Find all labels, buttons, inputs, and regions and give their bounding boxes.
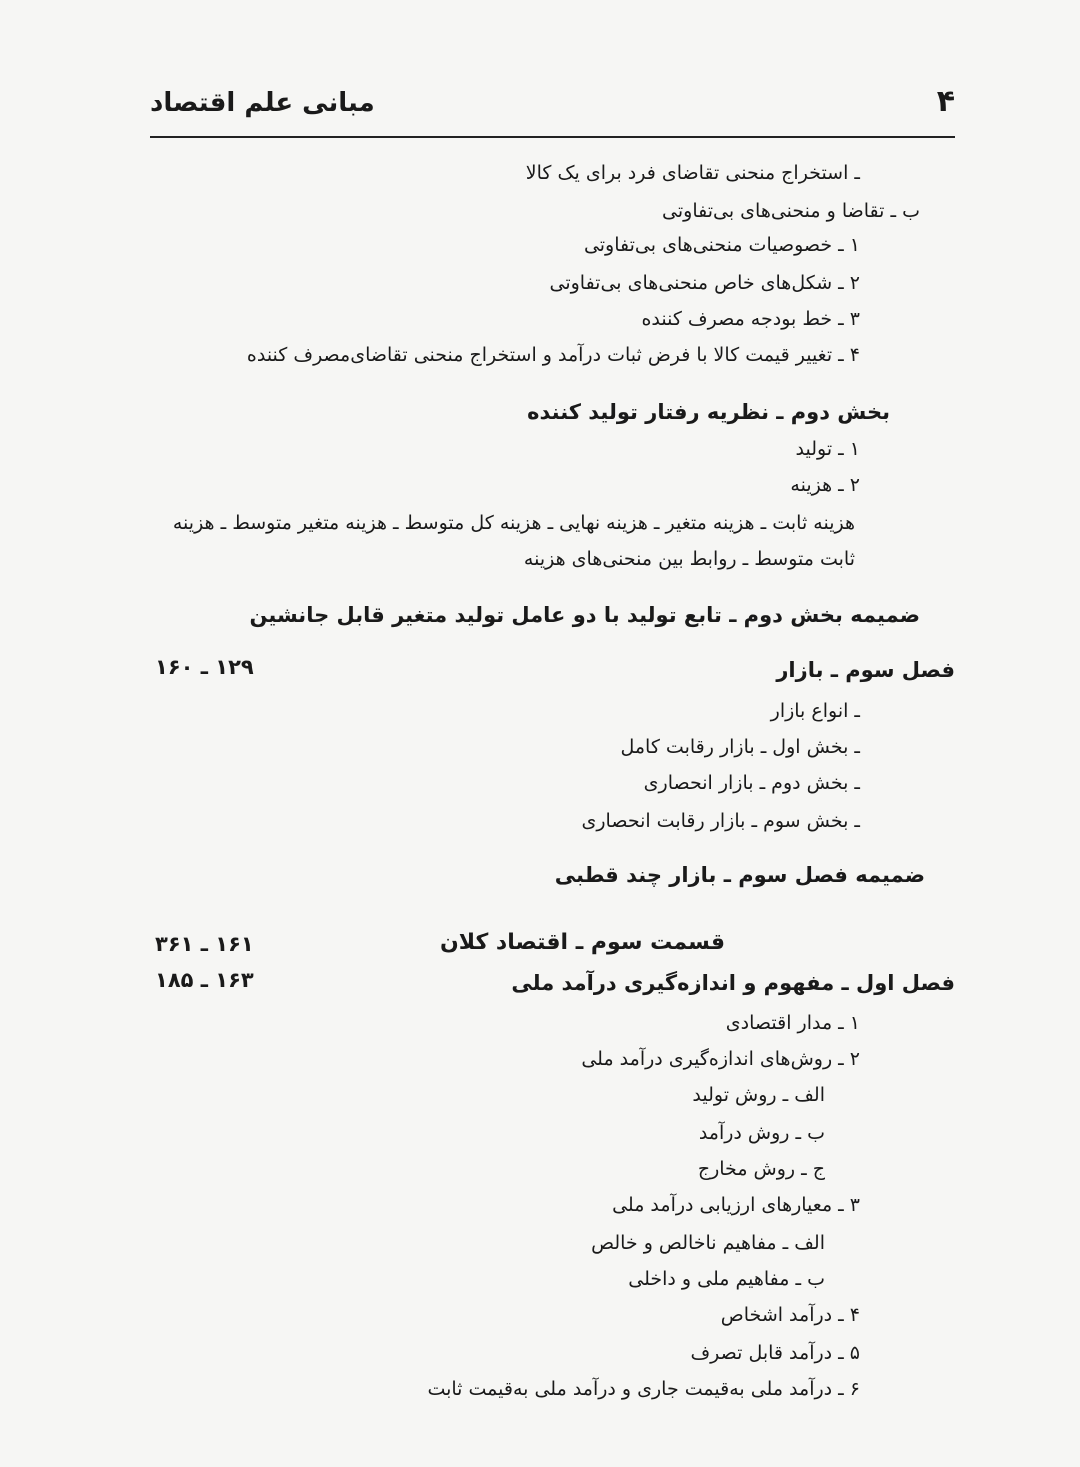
- toc-entry: ـ بخش دوم ـ بازار انحصاری: [643, 772, 860, 794]
- toc-heading: ضمیمه فصل سوم ـ بازار چند قطبی: [554, 863, 925, 887]
- toc-heading: فصل سوم ـ بازار: [776, 658, 955, 682]
- toc-entry: ۲ ـ هزینه: [790, 474, 860, 496]
- page-number: ۴: [936, 84, 955, 119]
- toc-entry: ۱ ـ تولید: [795, 438, 860, 460]
- toc-entry: ـ استخراج منحنی تقاضای فرد برای یک کالا: [525, 162, 860, 184]
- toc-entry: ۴ ـ درآمد اشخاص: [720, 1304, 860, 1326]
- toc-entry: ثابت متوسط ـ روابط بین منحنی‌های هزینه: [523, 548, 855, 570]
- page-range: ۱۶۱ ـ ۳۶۱: [155, 932, 254, 956]
- part-title: قسمت سوم ـ اقتصاد کلان: [440, 930, 725, 955]
- toc-heading: فصل اول ـ مفهوم و اندازه‌گیری درآمد ملی: [511, 971, 955, 995]
- toc-entry: ۳ ـ معیارهای ارزیابی درآمد ملی: [612, 1194, 860, 1216]
- page-header: [150, 78, 955, 138]
- toc-entry: ۵ ـ درآمد قابل تصرف: [690, 1342, 860, 1364]
- toc-entry: هزینه ثابت ـ هزینه متغیر ـ هزینه نهایی ـ هزینه کل متوسط ـ هزینه متغیر متوسط ـ هزینه: [172, 512, 855, 534]
- toc-entry: الف ـ مفاهیم ناخالص و خالص: [591, 1232, 825, 1254]
- toc-entry: ب ـ مفاهیم ملی و داخلی: [628, 1268, 825, 1290]
- toc-entry: ۱ ـ مدار اقتصادی: [725, 1012, 860, 1034]
- toc-entry: ب ـ تقاضا و منحنی‌های بی‌تفاوتی: [662, 200, 920, 222]
- toc-entry: ۶ ـ درآمد ملی به‌قیمت جاری و درآمد ملی به‌قیمت ثابت: [427, 1378, 860, 1400]
- toc-heading: بخش دوم ـ نظریه رفتار تولید کننده: [527, 400, 890, 424]
- toc-entry: ۲ ـ شکل‌های خاص منحنی‌های بی‌تفاوتی: [549, 272, 860, 294]
- toc-entry: ـ بخش اول ـ بازار رقابت کامل: [620, 736, 860, 758]
- toc-entry: ۳ ـ خط بودجه مصرف کننده: [641, 308, 860, 330]
- toc-heading: ضمیمه بخش دوم ـ تابع تولید با دو عامل تولید متغیر قابل جانشین: [249, 603, 920, 627]
- page-range: ۱۶۳ ـ ۱۸۵: [155, 968, 254, 992]
- toc-entry: ۴ ـ تغییر قیمت کالا با فرض ثبات درآمد و استخراج منحنی تقاضای‌مصرف کننده: [246, 344, 860, 366]
- toc-entry: ـ بخش سوم ـ بازار رقابت انحصاری: [581, 810, 860, 832]
- toc-entry: ۲ ـ روش‌های اندازه‌گیری درآمد ملی: [581, 1048, 860, 1070]
- toc-entry: ب ـ روش درآمد: [698, 1122, 825, 1144]
- toc-entry: ج ـ روش مخارج: [697, 1158, 825, 1180]
- page-range: ۱۲۹ ـ ۱۶۰: [155, 655, 254, 679]
- toc-entry: الف ـ روش تولید: [692, 1084, 825, 1106]
- toc-entry: ۱ ـ خصوصیات منحنی‌های بی‌تفاوتی: [583, 234, 860, 256]
- toc-entry: ـ انواع بازار: [770, 700, 860, 722]
- book-title: مبانی علم اقتصاد: [150, 88, 375, 118]
